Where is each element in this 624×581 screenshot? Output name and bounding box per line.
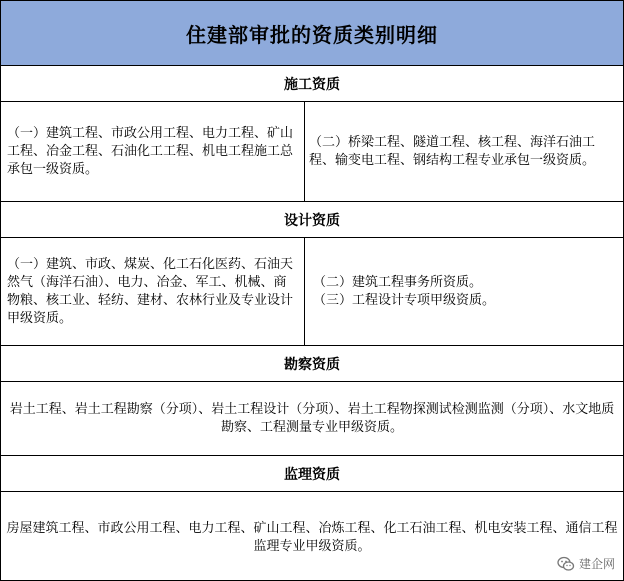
wechat-icon [557, 556, 575, 572]
design-right-line-1: （二）建筑工程事务所资质。 [313, 274, 483, 290]
survey-cell [1, 382, 623, 455]
design-cell-left [1, 238, 304, 345]
survey-row [1, 382, 623, 456]
watermark-text: 建企网 [578, 557, 615, 571]
section-heading-survey: 勘察资质 [1, 346, 623, 382]
design-cell-right [305, 238, 623, 345]
supervision-text: 房屋建筑工程、市政公用工程、电力工程、矿山工程、冶炼工程、化工石油工程、机电安装工程、通信工程监理专业甲级资质。 [6, 521, 618, 554]
construction-row [1, 102, 623, 202]
construction-left-text: （一）建筑工程、市政公用工程、电力工程、矿山工程、冶金工程、石油化工工程、机电工程施工总承包一级资质。 [7, 125, 294, 177]
watermark [557, 555, 615, 572]
design-row [1, 238, 623, 346]
table-title: 住建部审批的资质类别明细 [1, 1, 623, 66]
supervision-row [1, 492, 623, 579]
supervision-cell [1, 492, 623, 579]
section-heading-design: 设计资质 [1, 202, 623, 238]
construction-cell-left [1, 102, 304, 201]
design-left-text: （一）建筑、市政、煤炭、化工石化医药、石油天然气（海洋石油）、电力、冶金、军工、机械、商物粮、核工业、轻纺、建材、农林行业及专业设计甲级资质。 [7, 256, 294, 326]
section-heading-construction: 施工资质 [1, 66, 623, 102]
design-right-line-2: （三）工程设计专项甲级资质。 [313, 292, 496, 308]
construction-cell-right [305, 102, 623, 201]
construction-right-text: （二）桥梁工程、隧道工程、核工程、海洋石油工程、输变电工程、钢结构工程专业承包一级资质。 [309, 134, 596, 168]
survey-text: 岩土工程、岩土工程勘察（分项）、岩土工程设计（分项）、岩土工程物探测试检测监测（分项）、水文地质勘察、工程测量专业甲级资质。 [9, 401, 615, 435]
section-heading-supervision: 监理资质 [1, 456, 623, 492]
